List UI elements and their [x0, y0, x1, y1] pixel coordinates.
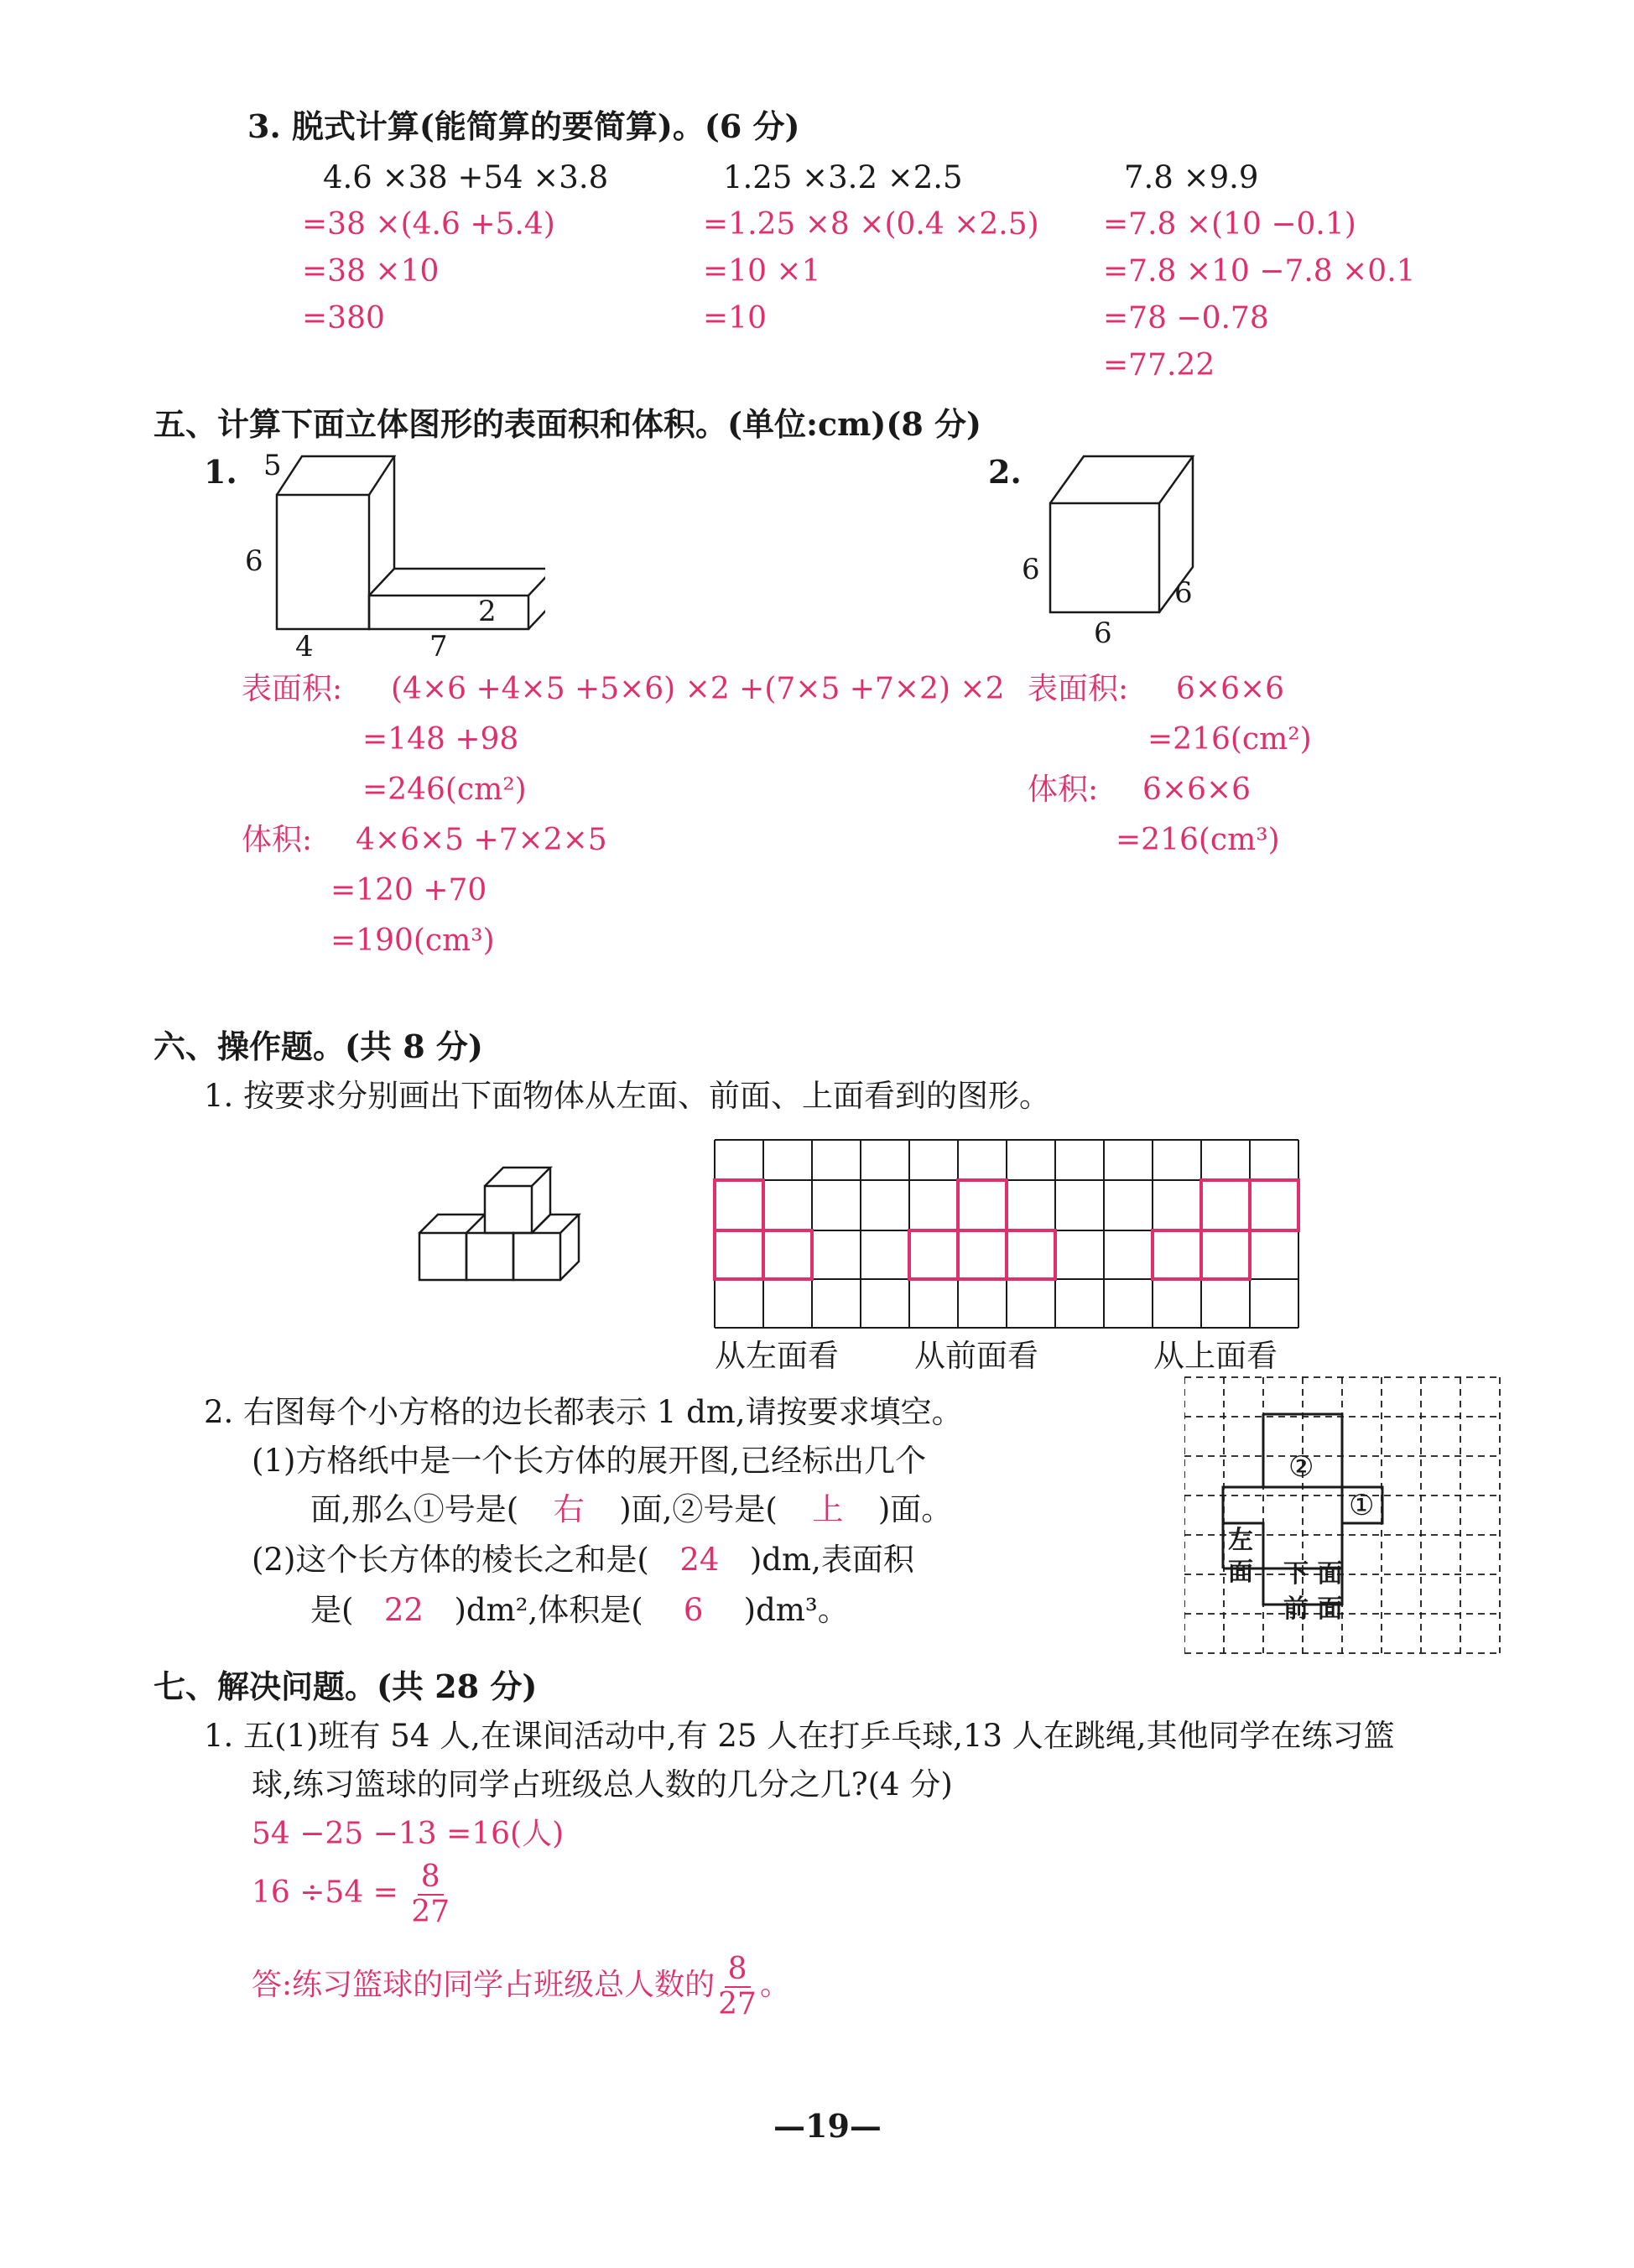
- volume-label: 体积:: [242, 823, 313, 857]
- stacked-cubes-figure: [411, 1149, 612, 1292]
- dim-label: 6: [1022, 553, 1040, 586]
- figure1-label: 1.: [204, 453, 237, 491]
- fraction: [411, 1860, 450, 1929]
- text: 。: [759, 1968, 790, 2002]
- section6-title: 六、操作题。(共 8 分): [154, 1027, 483, 1065]
- q6-2-part1-line2: [310, 1491, 952, 1528]
- text: )dm³。: [743, 1592, 849, 1628]
- section7-title: 七、解决问题。(共 28 分): [154, 1667, 538, 1705]
- answer-blank: 24: [679, 1542, 720, 1578]
- q6-2-part2-line1: [252, 1542, 914, 1579]
- q3-step: =7.8 ×(10 −0.1): [1103, 207, 1356, 242]
- view-label-top: 从上面看: [1153, 1338, 1278, 1374]
- text: )面。: [877, 1491, 953, 1527]
- q7-1-line1: 1. 五(1)班有 54 人,在课间活动中,有 25 人在打乒乓球,13 人在跳绳,其他同学在练习篮: [204, 1718, 1395, 1754]
- calc-step: =148 +98: [362, 722, 519, 757]
- view-label-left: 从左面看: [715, 1338, 839, 1374]
- text: 是(: [310, 1592, 354, 1628]
- q7-1-line2: 球,练习篮球的同学占班级总人数的几分之几?(4 分): [252, 1766, 953, 1802]
- q3-title: 3. 脱式计算(能简算的要简算)。(6 分): [247, 107, 800, 145]
- view-drawing-grid: [713, 1138, 1309, 1331]
- q3-step: =10 ×1: [703, 254, 821, 289]
- text: (2)这个长方体的棱长之和是(: [252, 1542, 649, 1578]
- q6-2-part2-line2: [310, 1592, 849, 1629]
- surface-area-expression: 6×6×6: [1176, 672, 1285, 706]
- q7-1-step1: 54 −25 −13 =16(人): [252, 1817, 565, 1851]
- text: 面,那么①号是(: [310, 1491, 519, 1527]
- fraction-denominator: 27: [718, 1987, 757, 2021]
- text: 答:练习篮球的同学占班级总人数的: [252, 1968, 716, 2002]
- q3-step: =38 ×10: [302, 254, 440, 289]
- dim-label: 2: [478, 595, 497, 628]
- q3-step: =10: [703, 301, 767, 336]
- answer-blank: 右: [553, 1491, 585, 1527]
- q3-step: =380: [302, 301, 385, 336]
- surface-area-label: 表面积:: [242, 672, 343, 706]
- surface-area-expression: (4×6 +4×5 +5×6) ×2 +(7×5 +7×2) ×2: [391, 672, 1005, 706]
- q3-step: =77.22: [1103, 348, 1215, 382]
- surface-area-label: 表面积:: [1028, 672, 1129, 706]
- net-left-face-label: 面: [1228, 1558, 1253, 1587]
- text: )dm²,体积是(: [454, 1592, 643, 1628]
- figure2-label: 2.: [988, 453, 1022, 491]
- dim-label: 5: [263, 449, 282, 482]
- calc-step: =216(cm³): [1116, 823, 1280, 857]
- calc-step: =246(cm²): [362, 772, 527, 807]
- volume-expression: 6×6×6: [1142, 772, 1252, 807]
- calc-step: =190(cm³): [330, 923, 495, 958]
- net-face-1: ①: [1349, 1489, 1375, 1522]
- dim-label: 6: [1174, 576, 1193, 610]
- q3-step: =78 −0.78: [1103, 301, 1269, 336]
- view-label-front: 从前面看: [914, 1338, 1038, 1374]
- answer-blank: 6: [683, 1592, 704, 1628]
- cuboid-net-diagram: [1184, 1376, 1512, 1673]
- text: )面,②号是(: [619, 1491, 778, 1527]
- l-shaped-solid-figure: [193, 445, 545, 663]
- q3-expr-3: 7.8 ×9.9: [1124, 159, 1259, 195]
- net-front-face-label: 前 面: [1283, 1594, 1343, 1624]
- fraction-numerator: 8: [725, 1953, 751, 1988]
- q6-2-part1-line1: (1)方格纸中是一个长方体的展开图,已经标出几个: [252, 1443, 927, 1479]
- q3-step: =7.8 ×10 −7.8 ×0.1: [1103, 254, 1416, 289]
- q6-1-text: 1. 按要求分别画出下面物体从左面、前面、上面看到的图形。: [204, 1078, 1051, 1114]
- dim-label: 6: [1094, 616, 1112, 646]
- calc-step: =120 +70: [330, 873, 487, 908]
- net-face-2: ②: [1288, 1450, 1314, 1484]
- volume-expression: 4×6×5 +7×2×5: [356, 823, 607, 857]
- fraction-numerator: 8: [418, 1860, 444, 1896]
- dim-label: 4: [295, 630, 314, 663]
- page-number: —19—: [773, 2107, 882, 2145]
- q7-1-step2: [252, 1860, 453, 1929]
- text: )dm,表面积: [749, 1542, 914, 1578]
- answer-blank: 上: [812, 1491, 844, 1527]
- text: 16 ÷54 =: [252, 1875, 398, 1910]
- fraction: [718, 1953, 757, 2021]
- q3-expr-2: 1.25 ×3.2 ×2.5: [723, 159, 963, 195]
- net-bottom-face-label: 下 面: [1283, 1559, 1343, 1589]
- net-left-face-label: 左: [1228, 1526, 1253, 1555]
- volume-label: 体积:: [1028, 772, 1099, 807]
- fraction-denominator: 27: [411, 1895, 450, 1929]
- q6-2-text: 2. 右图每个小方格的边长都表示 1 dm,请按要求填空。: [204, 1394, 963, 1430]
- q3-step: =38 ×(4.6 +5.4): [302, 207, 555, 242]
- dim-label: 6: [245, 544, 263, 578]
- calc-step: =216(cm²): [1147, 722, 1312, 757]
- q3-step: =1.25 ×8 ×(0.4 ×2.5): [703, 207, 1039, 242]
- dim-label: 7: [429, 630, 448, 663]
- cube-figure: [1007, 445, 1225, 646]
- section5-title: 五、计算下面立体图形的表面积和体积。(单位:cm)(8 分): [154, 405, 981, 443]
- q7-1-answer: [252, 1953, 790, 2021]
- answer-blank: 22: [383, 1592, 424, 1628]
- q3-expr-1: 4.6 ×38 +54 ×3.8: [323, 159, 609, 195]
